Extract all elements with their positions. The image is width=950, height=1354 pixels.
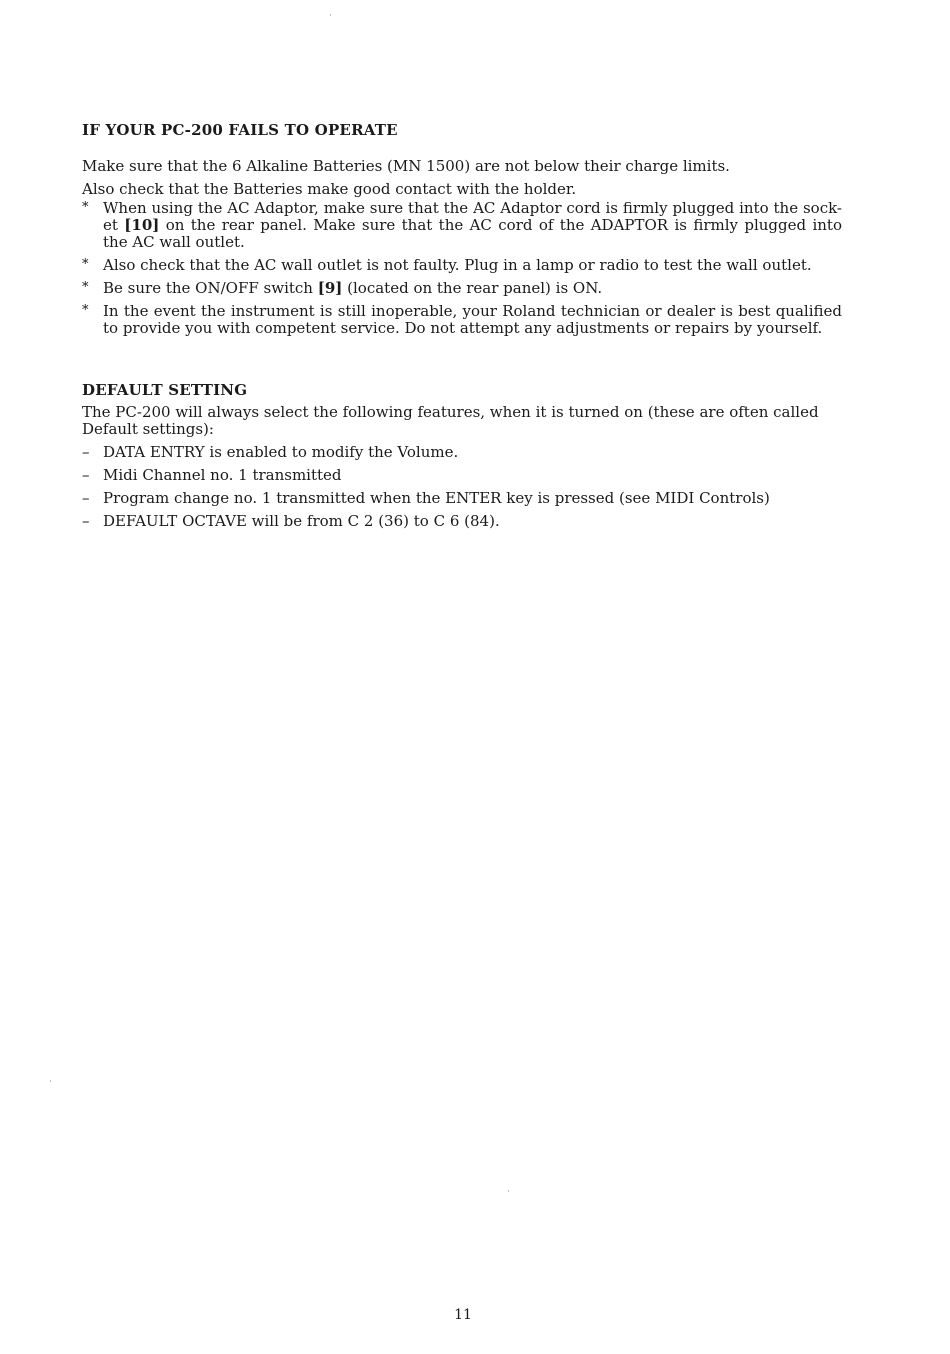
item-text: Midi Channel no. 1 transmitted (103, 466, 342, 484)
battery-charge-paragraph: Make sure that the 6 Alkaline Batteries (MN 1500) are not below their charge limits. (82, 157, 730, 175)
asterisk-marker: * (82, 303, 89, 318)
item-text: In the event the instrument is still inoperable, your Roland technician or dealer is best qualified to provide you with competent service. Do not attempt any adjustments or repairs by yourself. (103, 302, 842, 337)
list-item (82, 444, 842, 461)
dash-marker: – (82, 466, 90, 484)
default-setting-section (82, 380, 842, 536)
asterisk-marker: * (82, 280, 89, 295)
list-item (82, 303, 842, 337)
fails-to-operate-section (82, 120, 842, 343)
item-text: Be sure the ON/OFF switch (103, 279, 318, 297)
scan-speck (330, 14, 331, 16)
dash-marker: – (82, 489, 90, 507)
list-item (82, 467, 842, 484)
dash-marker: – (82, 512, 90, 530)
item-text: DATA ENTRY is enabled to modify the Volume. (103, 443, 459, 461)
section-heading-default: DEFAULT SETTING (82, 381, 248, 399)
reference-number: [10] (124, 216, 160, 234)
list-item (82, 490, 842, 507)
scan-speck (508, 1190, 509, 1192)
item-text: Program change no. 1 transmitted when the ENTER key is pressed (see MIDI Controls) (103, 489, 770, 507)
list-item (82, 513, 842, 530)
item-text: Also check that the AC wall outlet is not faulty. Plug in a lamp or radio to test the wall outlet. (103, 256, 812, 274)
asterisk-marker: * (82, 257, 89, 272)
list-item (82, 280, 842, 297)
list-item (82, 200, 842, 251)
asterisk-marker: * (82, 200, 89, 215)
page-number: 11 (454, 1307, 472, 1323)
item-text: on the rear panel. Make sure that the AC cord of the ADAPTOR is firmly plugged into the AC wall outlet. (103, 216, 842, 251)
scan-speck (50, 1080, 51, 1082)
dash-marker: – (82, 443, 90, 461)
item-text: (located on the rear panel) is ON. (342, 279, 603, 297)
troubleshooting-list (82, 200, 842, 337)
battery-contact-paragraph: Also check that the Batteries make good contact with the holder. (82, 180, 577, 198)
item-text: When using the AC Adaptor, make sure that the AC Adaptor cord is firmly plugged into the sock-et (103, 199, 842, 234)
default-intro-paragraph: The PC-200 will always select the following features, when it is turned on (these are often called Default settings): (82, 403, 819, 438)
section-heading-fails: IF YOUR PC-200 FAILS TO OPERATE (82, 121, 398, 139)
reference-number: [9] (317, 279, 343, 297)
item-text: DEFAULT OCTAVE will be from C 2 (36) to C 6 (84). (103, 512, 500, 530)
default-settings-list (82, 444, 842, 530)
list-item (82, 257, 842, 274)
